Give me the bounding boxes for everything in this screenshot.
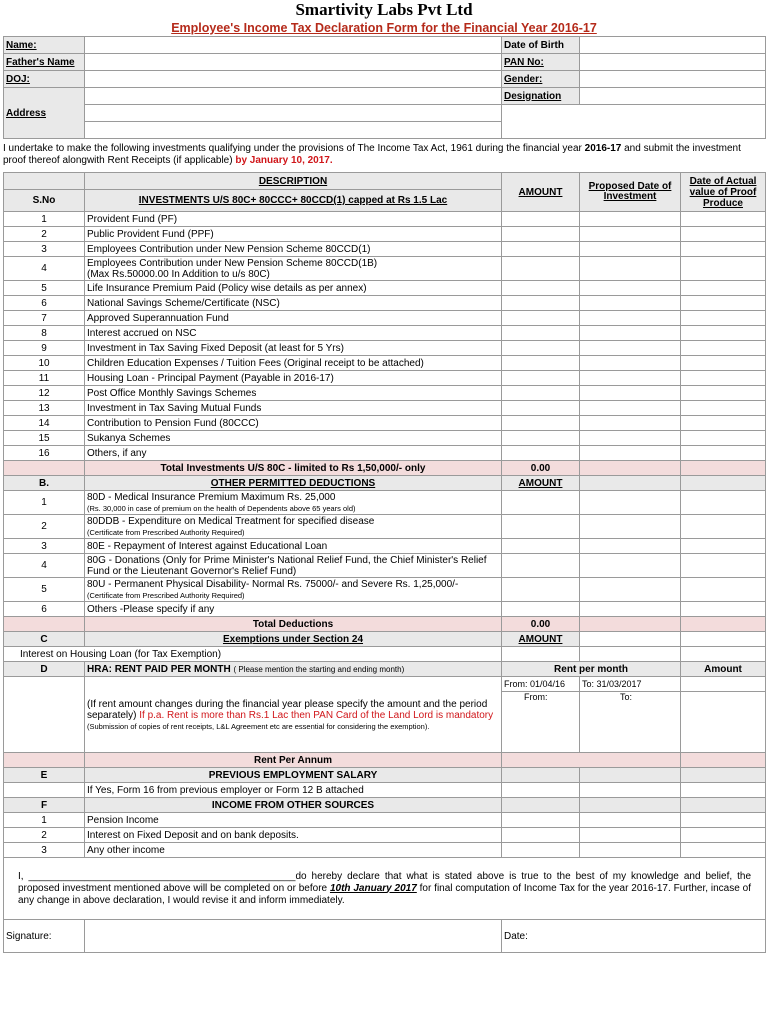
actual-date-field[interactable] — [681, 416, 766, 431]
proposed-date-field[interactable] — [580, 539, 681, 554]
proposed-date-field[interactable] — [580, 257, 681, 281]
proposed-date-field[interactable] — [580, 828, 681, 843]
table-row — [4, 554, 766, 578]
actual-date-field[interactable] — [681, 386, 766, 401]
section-c-letter: C — [4, 632, 85, 647]
form16-label: If Yes, Form 16 from previous employer or Form 12 B attached — [85, 783, 502, 798]
proposed-date-field[interactable] — [580, 843, 681, 858]
table-row — [4, 326, 766, 341]
row-description: 80E - Repayment of Interest against Educational Loan — [85, 539, 502, 554]
proposed-date-field[interactable] — [580, 446, 681, 461]
gender-label: Gender: — [502, 71, 580, 88]
investments-table — [3, 172, 766, 953]
table-row — [4, 539, 766, 554]
amount-field[interactable] — [502, 227, 580, 242]
table-row — [4, 356, 766, 371]
table-row — [4, 386, 766, 401]
rent-per-month-header: Rent per month — [502, 662, 681, 677]
actual-date-field[interactable] — [681, 296, 766, 311]
section-e-title: PREVIOUS EMPLOYMENT SALARY — [85, 768, 502, 783]
row-number: 16 — [4, 446, 85, 461]
amount-field[interactable] — [502, 843, 580, 858]
row-number: 4 — [4, 554, 85, 578]
row-description: Investment in Tax Saving Fixed Deposit (at least for 5 Yrs) — [85, 341, 502, 356]
row-description: Interest on Fixed Deposit and on bank deposits. — [85, 828, 502, 843]
hra-notes: (If rent amount changes during the financial year please specify the amount and the period separately) If p.a. Rent is more than Rs.1 Lac then PAN Card of the Land Lord is mandatory (Submission of copies of rent receipts, L&L Agreement etc are essential for considering the exemption). — [85, 677, 502, 753]
row-number: 1 — [4, 491, 85, 515]
actual-date-field[interactable] — [681, 212, 766, 227]
row-number: 6 — [4, 602, 85, 617]
row-description: 80G - Donations (Only for Prime Minister's National Relief Fund, the Chief Minister's Relief Fund or the Lieutenant Governor's Relief Fund) — [85, 554, 502, 578]
proposed-date-field[interactable] — [580, 212, 681, 227]
table-row — [4, 813, 766, 828]
section-a-rows — [4, 212, 766, 461]
section-d-title: HRA: RENT PAID PER MONTH ( Please mention the starting and ending month) — [85, 662, 502, 677]
section-f-title: INCOME FROM OTHER SOURCES — [85, 798, 502, 813]
row-number: 2 — [4, 515, 85, 539]
table-row — [4, 281, 766, 296]
date-field[interactable] — [502, 920, 766, 953]
row-description: Others, if any — [85, 446, 502, 461]
total-80c-value: 0.00 — [502, 461, 580, 476]
table-row — [4, 227, 766, 242]
proposed-date-field[interactable] — [580, 341, 681, 356]
actual-date-field[interactable] — [681, 431, 766, 446]
actual-date-field[interactable] — [681, 401, 766, 416]
address-field-line3[interactable] — [85, 122, 502, 139]
proposed-date-field[interactable] — [580, 602, 681, 617]
amount-field[interactable] — [502, 371, 580, 386]
table-row — [4, 296, 766, 311]
row-description: Employees Contribution under New Pension Scheme 80CCD(1B) (Max Rs.50000.00 In Addition to u/s 80C) — [85, 257, 502, 281]
actual-date-field[interactable] — [681, 554, 766, 578]
dob-label: Date of Birth — [502, 37, 580, 54]
address-label: Address — [4, 88, 85, 139]
undertaking-text: I undertake to make the following investments qualifying under the provisions of The Income Tax Act, 1961 during the financial year 2016-17 and submit the investment proof thereof alongwith Rent Receipts (if applicable) by January 10, 2017. — [3, 143, 741, 166]
row-description: 80D - Medical Insurance Premium Maximum Rs. 25,000 (Rs. 30,000 in case of premium on the health of Dependents above 65 years old) — [85, 491, 502, 515]
amount-field[interactable] — [502, 386, 580, 401]
proposed-date-field[interactable] — [580, 311, 681, 326]
row-number: 3 — [4, 539, 85, 554]
row-number: 13 — [4, 401, 85, 416]
row-number: 5 — [4, 578, 85, 602]
proposed-date-field[interactable] — [580, 578, 681, 602]
table-row — [4, 431, 766, 446]
actual-date-field[interactable] — [681, 281, 766, 296]
amount-field[interactable] — [502, 602, 580, 617]
row-description: Pension Income — [85, 813, 502, 828]
investments-header: INVESTMENTS U/S 80C+ 80CCC+ 80CCD(1) capped at Rs 1.5 Lac — [85, 190, 502, 212]
row-description: 80U - Permanent Physical Disability- Normal Rs. 75000/- and Severe Rs. 1,25,000/- (Certificate from Prescribed Authority Required) — [85, 578, 502, 602]
actual-date-field[interactable] — [681, 257, 766, 281]
row-description: Post Office Monthly Savings Schemes — [85, 386, 502, 401]
amount-field[interactable] — [502, 813, 580, 828]
section-b-amount-header: AMOUNT — [502, 476, 580, 491]
signature-label: Signature: — [4, 920, 85, 953]
proposed-date-field[interactable] — [580, 491, 681, 515]
row-number: 6 — [4, 296, 85, 311]
row-number: 8 — [4, 326, 85, 341]
actual-date-field[interactable] — [681, 515, 766, 539]
row-number: 1 — [4, 813, 85, 828]
amount-field[interactable] — [502, 828, 580, 843]
rent-period-1-amount[interactable] — [681, 677, 766, 692]
section-d-letter: D — [4, 662, 85, 677]
rent-per-annum-label: Rent Per Annum — [85, 753, 502, 768]
amount-field[interactable] — [502, 416, 580, 431]
amount-field[interactable] — [502, 311, 580, 326]
proposed-date-field[interactable] — [580, 296, 681, 311]
section-b-title: OTHER PERMITTED DEDUCTIONS — [85, 476, 502, 491]
table-row — [4, 578, 766, 602]
table-row — [4, 843, 766, 858]
rent-per-annum-value[interactable] — [502, 753, 681, 768]
declaration-text: I, ________________________________________________do hereby declare that what is stated above is true to the best of my knowledge and belief, the proposed investment mentioned above will be completed on or before 10th January 2017 for final computation of Income Tax for the year 2016-17. Further, incase of any change in above declaration, I would revise it and inform immediately. — [4, 858, 766, 920]
amount-field[interactable] — [502, 554, 580, 578]
section-c-title: Exemptions under Section 24 — [85, 632, 502, 647]
section-e-letter: E — [4, 768, 85, 783]
proposed-date-header: Proposed Date of Investment — [580, 173, 681, 212]
housing-loan-interest-amount[interactable] — [502, 647, 580, 662]
amount-field[interactable] — [502, 257, 580, 281]
actual-date-field[interactable] — [681, 602, 766, 617]
housing-loan-interest-label: Interest on Housing Loan (for Tax Exemption) — [4, 647, 502, 662]
amount-field[interactable] — [502, 446, 580, 461]
actual-date-field[interactable] — [681, 242, 766, 257]
row-number: 2 — [4, 828, 85, 843]
declaration-form — [3, 0, 765, 953]
amount-field[interactable] — [502, 212, 580, 227]
actual-date-field[interactable] — [681, 539, 766, 554]
pan-label: PAN No: — [502, 54, 580, 71]
row-number: 15 — [4, 431, 85, 446]
designation-label: Designation — [502, 88, 580, 105]
description-header: DESCRIPTION — [85, 173, 502, 190]
proposed-date-field[interactable] — [580, 401, 681, 416]
actual-date-field[interactable] — [681, 491, 766, 515]
row-description: National Savings Scheme/Certificate (NSC) — [85, 296, 502, 311]
sno-header: S.No — [4, 190, 85, 212]
amount-field[interactable] — [502, 341, 580, 356]
amount-header: AMOUNT — [502, 173, 580, 212]
proposed-date-field[interactable] — [580, 371, 681, 386]
address-field-line1[interactable] — [85, 88, 502, 105]
proposed-date-field[interactable] — [580, 227, 681, 242]
row-description: Approved Superannuation Fund — [85, 311, 502, 326]
row-number: 4 — [4, 257, 85, 281]
row-description: Investment in Tax Saving Mutual Funds — [85, 401, 502, 416]
amount-field[interactable] — [502, 356, 580, 371]
amount-field[interactable] — [502, 578, 580, 602]
actual-date-field[interactable] — [681, 813, 766, 828]
actual-date-field[interactable] — [681, 578, 766, 602]
row-description: Life Insurance Premium Paid (Policy wise details as per annex) — [85, 281, 502, 296]
rent-period-2-from[interactable]: From: — [502, 692, 580, 753]
table-row — [4, 828, 766, 843]
proposed-date-field[interactable] — [580, 281, 681, 296]
row-number: 3 — [4, 843, 85, 858]
row-description: Contribution to Pension Fund (80CCC) — [85, 416, 502, 431]
section-f-letter: F — [4, 798, 85, 813]
actual-date-header: Date of Actual value of Proof Produce — [681, 173, 766, 212]
actual-date-field[interactable] — [681, 371, 766, 386]
total-deductions-label: Total Deductions — [85, 617, 502, 632]
actual-date-field[interactable] — [681, 311, 766, 326]
row-number: 5 — [4, 281, 85, 296]
designation-field[interactable] — [580, 88, 766, 105]
row-description: Provident Fund (PF) — [85, 212, 502, 227]
section-f-rows — [4, 813, 766, 858]
section-b-letter: B. — [4, 476, 85, 491]
address-field-line2[interactable] — [85, 105, 502, 122]
row-number: 9 — [4, 341, 85, 356]
table-row — [4, 371, 766, 386]
row-description: Housing Loan - Principal Payment (Payable in 2016-17) — [85, 371, 502, 386]
actual-date-field[interactable] — [681, 356, 766, 371]
row-number: 1 — [4, 212, 85, 227]
proposed-date-field[interactable] — [580, 386, 681, 401]
rent-period-2-to[interactable]: To: — [580, 692, 681, 753]
row-description: Any other income — [85, 843, 502, 858]
table-row — [4, 212, 766, 227]
row-description: 80DDB - Expenditure on Medical Treatment for specified disease (Certificate from Prescribed Authority Required) — [85, 515, 502, 539]
amount-field[interactable] — [502, 296, 580, 311]
table-row — [4, 311, 766, 326]
amount-field[interactable] — [502, 515, 580, 539]
amount-field[interactable] — [502, 491, 580, 515]
actual-date-field[interactable] — [681, 446, 766, 461]
total-deductions-value: 0.00 — [502, 617, 580, 632]
actual-date-field[interactable] — [681, 341, 766, 356]
amount-field[interactable] — [502, 401, 580, 416]
table-row — [4, 341, 766, 356]
amount-field[interactable] — [502, 539, 580, 554]
actual-date-field[interactable] — [681, 227, 766, 242]
form16-amount[interactable] — [502, 783, 580, 798]
table-row — [4, 491, 766, 515]
amount-field[interactable] — [502, 281, 580, 296]
table-row — [4, 401, 766, 416]
signature-field[interactable] — [85, 920, 502, 953]
section-c-amount-header: AMOUNT — [502, 632, 580, 647]
amount-field[interactable] — [502, 242, 580, 257]
proposed-date-field[interactable] — [580, 813, 681, 828]
rent-period-1-from[interactable]: From: 01/04/16 — [502, 677, 580, 692]
row-number: 3 — [4, 242, 85, 257]
personal-details-table — [3, 36, 766, 139]
proposed-date-field[interactable] — [580, 356, 681, 371]
row-number: 7 — [4, 311, 85, 326]
row-description: Others -Please specify if any — [85, 602, 502, 617]
table-row — [4, 242, 766, 257]
form-title: Employee's Income Tax Declaration Form for the Financial Year 2016-17 — [171, 21, 597, 35]
date-label: Date: — [504, 930, 528, 942]
fathers-name-label: Father's Name — [4, 54, 85, 71]
row-description: Public Provident Fund (PPF) — [85, 227, 502, 242]
name-field[interactable] — [85, 37, 502, 54]
rent-amount-header: Amount — [681, 662, 766, 677]
proposed-date-field[interactable] — [580, 431, 681, 446]
actual-date-field[interactable] — [681, 843, 766, 858]
row-number: 10 — [4, 356, 85, 371]
pan-field[interactable] — [580, 54, 766, 71]
doj-label: DOJ: — [4, 71, 85, 88]
row-description: Employees Contribution under New Pension Scheme 80CCD(1) — [85, 242, 502, 257]
proposed-date-field[interactable] — [580, 554, 681, 578]
table-row — [4, 515, 766, 539]
proposed-date-field[interactable] — [580, 242, 681, 257]
blank-cell — [502, 105, 766, 139]
rent-period-2-amount[interactable] — [681, 692, 766, 753]
company-name: Smartivity Labs Pvt Ltd — [295, 0, 473, 19]
row-description: Children Education Expenses / Tuition Fees (Original receipt to be attached) — [85, 356, 502, 371]
name-label: Name: — [4, 37, 85, 54]
row-number: 12 — [4, 386, 85, 401]
amount-field[interactable] — [502, 326, 580, 341]
actual-date-field[interactable] — [681, 828, 766, 843]
total-80c-label: Total Investments U/S 80C - limited to Rs 1,50,000/- only — [85, 461, 502, 476]
gender-field[interactable] — [580, 71, 766, 88]
proposed-date-field[interactable] — [580, 515, 681, 539]
dob-field[interactable] — [580, 37, 766, 54]
proposed-date-field[interactable] — [580, 326, 681, 341]
table-row — [4, 257, 766, 281]
row-number: 2 — [4, 227, 85, 242]
row-description: Interest accrued on NSC — [85, 326, 502, 341]
table-row — [4, 602, 766, 617]
actual-date-field[interactable] — [681, 326, 766, 341]
row-number: 11 — [4, 371, 85, 386]
rent-period-1-to[interactable]: To: 31/03/2017 — [580, 677, 681, 692]
row-description: Sukanya Schemes — [85, 431, 502, 446]
row-number: 14 — [4, 416, 85, 431]
doj-field[interactable] — [85, 71, 502, 88]
proposed-date-field[interactable] — [580, 416, 681, 431]
section-b-rows — [4, 491, 766, 617]
table-row — [4, 416, 766, 431]
fathers-name-field[interactable] — [85, 54, 502, 71]
table-row — [4, 446, 766, 461]
amount-field[interactable] — [502, 431, 580, 446]
